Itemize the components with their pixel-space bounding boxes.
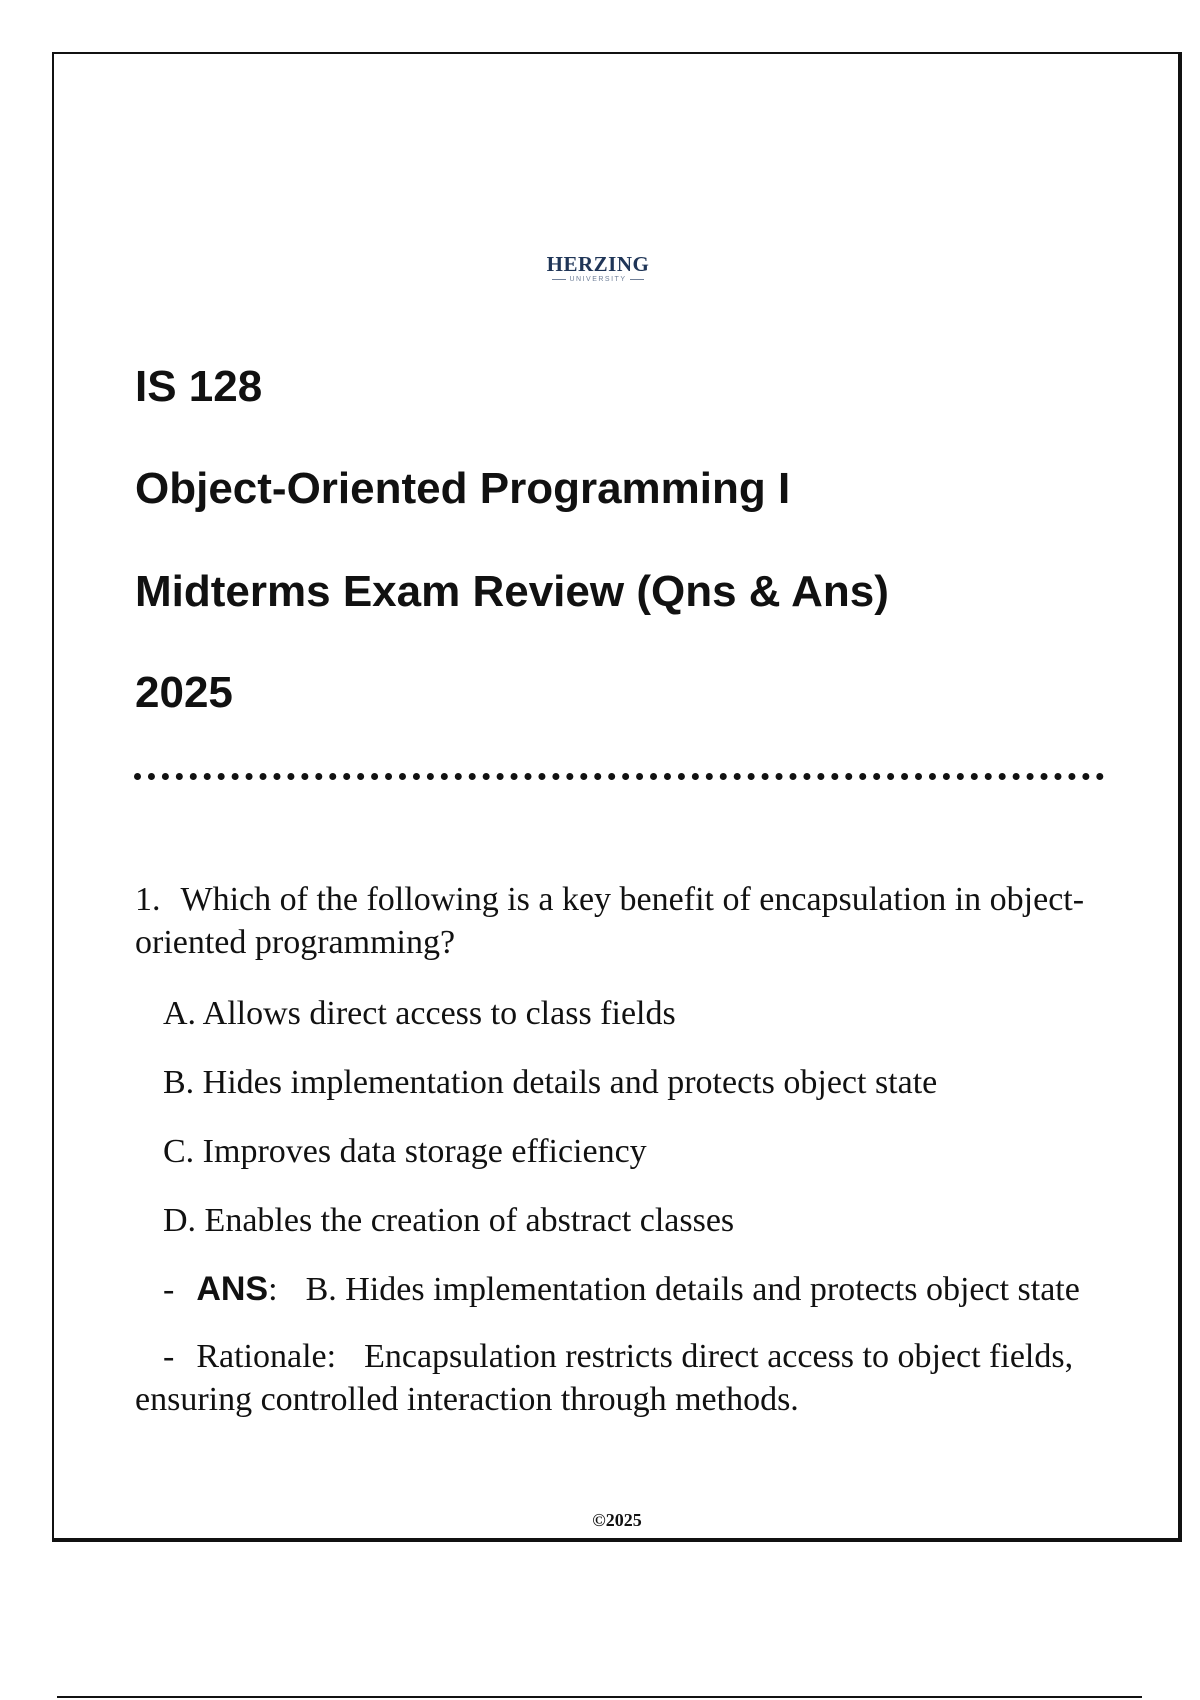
answer-label: ANS [196,1270,269,1308]
rationale-dash: - [163,1338,175,1375]
herzing-logo [538,253,658,283]
answer-line: - ANS: B. Hides implementation details and protects object state [163,1270,1080,1308]
document-year: 2025 [135,668,233,717]
rationale-line [135,1335,1095,1421]
logo-line-right [630,279,644,280]
copyright: ©2025 [592,1510,642,1530]
logo-line-left [552,279,566,280]
logo-sub-row [538,276,658,283]
dotted-divider [134,773,1104,780]
rationale-text: Encapsulation restricts direct access to object fields, ensuring controlled interaction through methods. [135,1338,1074,1418]
question-text: Which of the following is a key benefit of encapsulation in object-oriented programming? [135,881,1085,961]
course-title: Object-Oriented Programming I [135,464,791,513]
answer-text: B. Hides implementation details and protects object state [305,1271,1080,1308]
bottom-rule [57,1696,1142,1698]
question-block [135,878,1095,1421]
option-c: C. Improves data storage efficiency [163,1133,647,1170]
logo-name: HERZING [546,252,650,276]
question-number: 1. [135,881,161,918]
answer-dash: - [163,1271,175,1308]
option-d: D. Enables the creation of abstract classes [163,1202,735,1239]
rationale-label: Rationale: [196,1338,337,1375]
course-code: IS 128 [135,362,263,411]
option-a: A. Allows direct access to class fields [163,995,676,1032]
option-b: B. Hides implementation details and protects object state [163,1064,938,1101]
question-text-line [135,878,1095,964]
document-subtitle: Midterms Exam Review (Qns & Ans) [135,567,889,616]
logo-sub: UNIVERSITY [569,276,627,283]
